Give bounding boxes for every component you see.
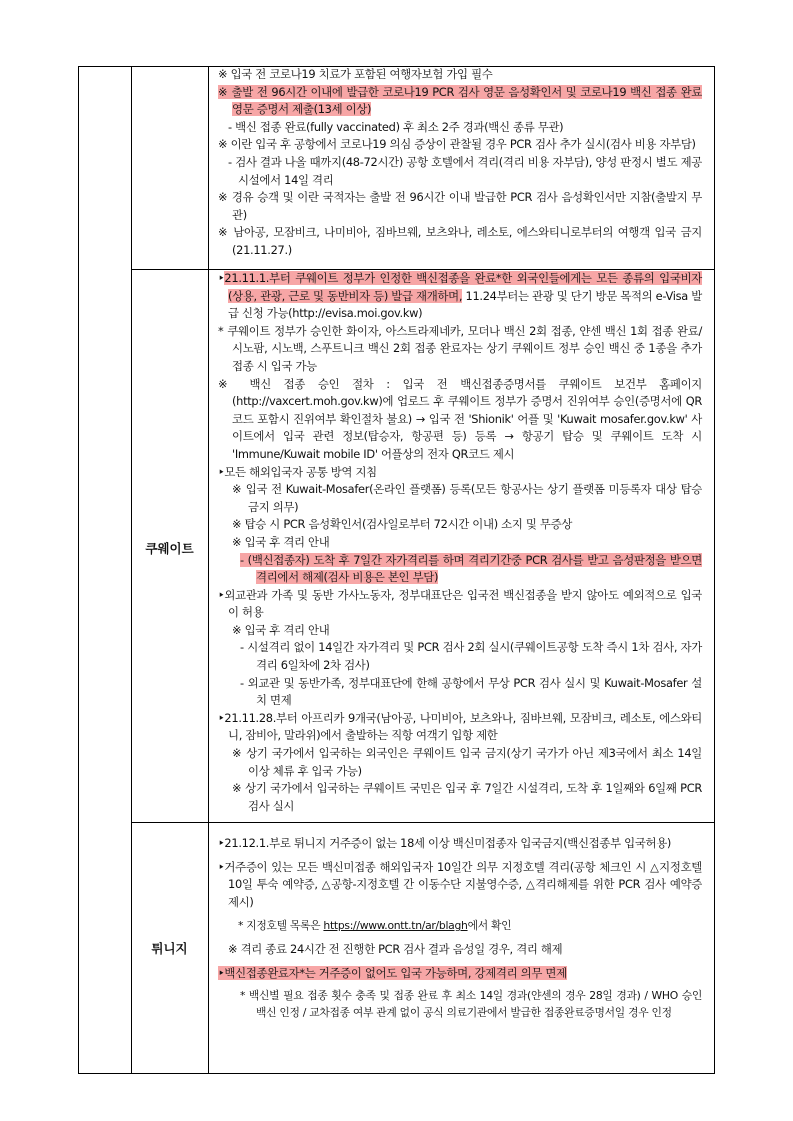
iran-line-7: ※ 남아공, 모잠비크, 나미비아, 짐바브웨, 보츠와나, 레소토, 에스와티니로부터의 여행객 입국 금지(21.11.27.)	[218, 225, 702, 257]
country-tunisia: 튀니지	[151, 941, 188, 956]
kuwait-p2: * 쿠웨이트 정부가 승인한 화이자, 아스트라제네카, 모더나 백신 2회 접종, 얀센 백신 1회 접종 완료/ 시노팜, 시노백, 스푸트니크 백신 2회 접종 완료자는 상기 쿠웨이트 정부 승인 백신 중 1종을 추가접종 시 입국 가능	[218, 323, 702, 373]
kuwait-visa-highlight: 21.11.1.부터 쿠웨이트 정부가 인정한 백신접종을 완료*한 외국인들에게는 모든 종류의 입국비자(상용, 관광, 근로 및 동반비자 등) 발급 재개하며,	[224, 271, 702, 303]
kuwait-p12: - 외교관 및 동반가족, 정부대표단에 한해 공항에서 무상 PCR 검사 실시 및 Kuwait-Mosafer 설치 면제	[240, 675, 702, 708]
kuwait-p14: ※ 상기 국가에서 입국하는 외국인은 쿠웨이트 입국 금지(상기 국가가 아닌 제3국에서 최소 14일 이상 체류 후 입국 가능)	[232, 746, 702, 778]
tunisia-p5	[218, 965, 702, 983]
kuwait-p6: ※ 탑승 시 PCR 음성확인서(검사일로부터 72시간 이내) 소지 및 무증상	[232, 517, 573, 532]
tunisia-p4: ※ 격리 종료 24시간 전 진행한 PCR 검사 결과 음성일 경우, 격리 해제	[228, 941, 563, 956]
entry-rules-table	[78, 66, 715, 1074]
country-kuwait: 쿠웨이트	[145, 541, 194, 556]
kuwait-p1: ‣21.11.1.부터 쿠웨이트 정부가 인정한 백신접종을 완료*한 외국인들에게는 모든 종류의 입국비자(상용, 관광, 근로 및 동반비자 등) 발급 재개하며, 11.24부터는 관광 및 단기 방문 목적의 e-Visa 발급 신청 가능(http://evisa.moi.gov.kw)	[218, 271, 702, 321]
kuwait-p5: ※ 입국 전 Kuwait-Mosafer(온라인 플랫폼) 등록(모든 항공사는 상기 플랫폼 미등록자 대상 탑승 금지 의무)	[232, 482, 702, 514]
kuwait-quarantine-highlight: - (백신접종자) 도착 후 7일간 자가격리를 하며 격리기간중 PCR 검사를 받고 음성판정을 받으면 격리에서 해제(검사 비용은 본인 부담)	[240, 552, 702, 585]
iran-line-6: ※ 경유 승객 및 이란 국적자는 출발 전 96시간 이내 발급한 PCR 검사 음성확인서만 지참(출발지 무관)	[218, 190, 702, 222]
kuwait-p13: ‣21.11.28.부터 아프리카 9개국(남아공, 나미비아, 보츠와나, 짐바브웨, 모잠비크, 레소토, 에스와티니, 잠비아, 말라위)에서 출발하는 직항 여객기 입항 제한	[218, 710, 702, 743]
kuwait-p4: ‣모든 해외입국자 공통 방역 지침	[218, 464, 377, 479]
tunisia-hotel-link[interactable]: https://www.ontt.tn/ar/blagh	[323, 919, 468, 933]
kuwait-p11: - 시설격리 없이 14일간 자가격리 및 PCR 검사 2회 실시(쿠웨이트공항 도착 즉시 1차 검사, 자가격리 6일차에 2차 검사)	[240, 640, 702, 673]
iran-line-1: ※ 입국 전 코로나19 치료가 포함된 여행자보험 가입 필수	[218, 67, 493, 81]
iran-rules	[218, 66, 702, 260]
tunisia-p1: ‣21.12.1.부로 튀니지 거주증이 없는 18세 이상 백신미접종자 입국금지(백신접종부 입국허용)	[218, 836, 672, 850]
row-divider-2	[131, 822, 714, 823]
iran-line-2	[218, 84, 702, 119]
tunisia-p6: * 백신별 필요 접종 횟수 충족 및 접종 완료 후 최소 14일 경과(얀센의 경우 28일 경과) / WHO 승인 백신 인정 / 교차접종 여부 관계 없이 공식 의료기관에서 발급한 접종완료증명서일 경우 인정	[240, 989, 702, 1019]
iran-line-5: - 검사 결과 나올 때까지(48-72시간) 공항 호텔에서 격리(격리 비용 자부담), 양성 판정시 별도 제공 시설에서 14일 격리	[228, 154, 702, 187]
iran-highlight: ※ 출발 전 96시간 이내에 발급한 코로나19 PCR 검사 영문 음성확인서 및 코로나19 백신 접종 완료 영문 증명서 제출(13세 이상)	[218, 84, 702, 117]
tunisia-p2: ‣거주증이 있는 모든 백신미접종 해외입국자 10일간 의무 지정호텔 격리(공항 체크인 시 △지정호텔 10일 투숙 예약증, △공항-지정호텔 간 이동수단 지불영수증, △격리해제를 위한 PCR 검사 예약증 제시)	[218, 859, 702, 909]
col-divider-1	[131, 67, 132, 1073]
kuwait-evisa-text: 11.24부터는 관광 및 단기 방문 목적의 e-Visa 발급 신청 가능(http://evisa.moi.gov.kw)	[228, 288, 702, 321]
kuwait-p15: ※ 상기 국가에서 입국하는 쿠웨이트 국민은 입국 후 7일간 시설격리, 도착 후 1일째와 6일째 PCR 검사 실시	[232, 781, 702, 813]
tunisia-rules	[218, 835, 702, 1022]
iran-line-4: ※ 이란 입국 후 공항에서 코로나19 의심 증상이 관찰될 경우 PCR 검사 추가 실시(검사 비용 자부담)	[218, 137, 696, 152]
kuwait-rules	[218, 270, 702, 815]
kuwait-p3: ※ 백신 접종 승인 절차 : 입국 전 백신접종증명서를 쿠웨이트 보건부 홈페이지(http://vaxcert.moh.gov.kw)에 업로드 후 쿠웨이트 정부가 증명서 진위여부 승인(증명서에 QR코드 포함시 진위여부 확인절차 불요) → 입국 전 'Shionik' 어플 및 'Kuwait mosafer.gov.kw' 사이트에서 입국 관련 정보(탑승자, 항공편 등) 등록 → 항공기 탑승 및 쿠웨이트 도착 시 'Immune/Kuwait mobile ID' 어플상의 전자 QR코드 제시	[218, 376, 702, 461]
tunisia-hotel-list-suffix: 에서 확인	[467, 919, 512, 933]
kuwait-p10: ※ 입국 후 격리 안내	[232, 622, 330, 637]
tunisia-p3	[218, 917, 702, 935]
tunisia-hotel-list-label: * 지정호텔 목록은	[238, 919, 324, 933]
kuwait-p7: ※ 입국 후 격리 안내	[232, 534, 330, 549]
kuwait-p8	[218, 552, 702, 587]
iran-line-3: - 백신 접종 완료(fully vaccinated) 후 최소 2주 경과(백신 종류 무관)	[228, 119, 564, 134]
tunisia-vaccinated-highlight: ‣백신접종완료자*는 거주증이 없어도 입국 가능하며, 강제격리 의무 면제	[218, 965, 567, 980]
kuwait-p9: ‣외교관과 가족 및 동반 가사노동자, 정부대표단은 입국전 백신접종을 받지 않아도 예외적으로 입국이 허용	[218, 587, 702, 620]
col-divider-2	[208, 67, 209, 1073]
